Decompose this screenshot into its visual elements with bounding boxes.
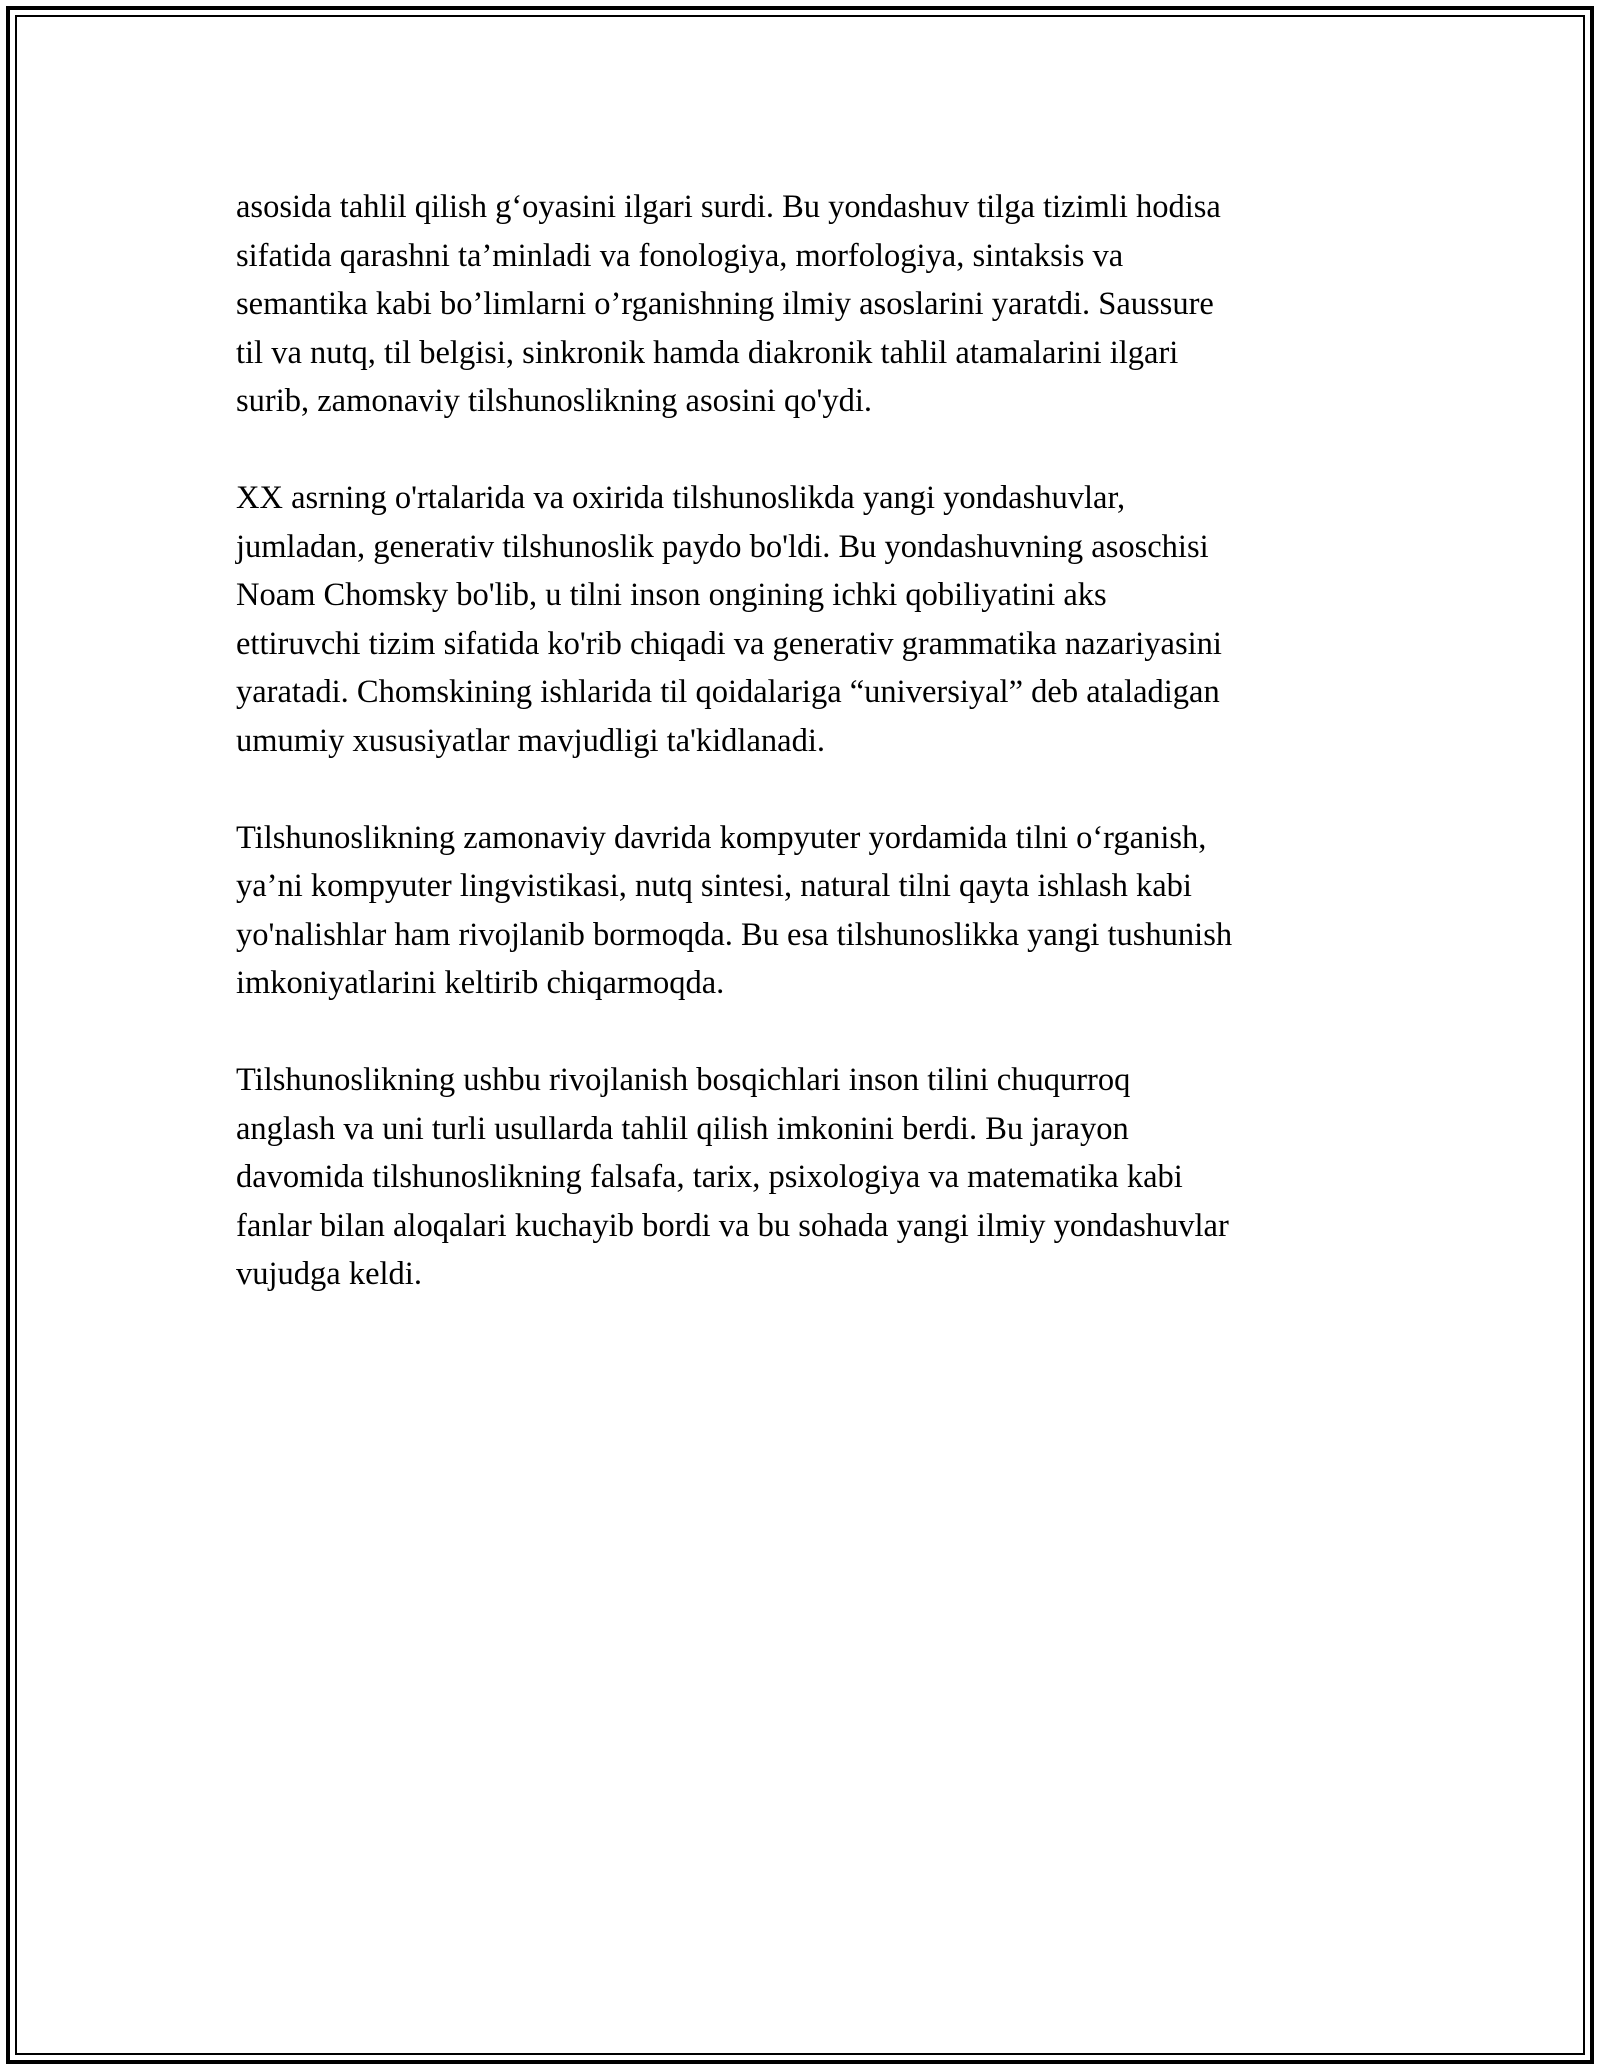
text-line: jumladan, generativ tilshunoslik paydo bo'ldi. Bu yondashuvning asoschisi [236, 528, 1209, 565]
text-line: Noam Chomsky bo'lib, u tilni inson ongining ichki qobiliyatini aks [236, 577, 1107, 613]
text-line: davomida tilshunoslikning falsafa, tarix, psixologiya va matematika kabi [236, 1159, 1183, 1195]
text-line: anglash va uni turli usullarda tahlil qilish imkonini berdi. Bu jarayon [236, 1110, 1129, 1147]
text-line: fanlar bilan aloqalari kuchayib bordi va bu sohada yangi ilmiy yondashuvlar [236, 1207, 1229, 1244]
text-line: yaratadi. Chomskining ishlarida til qoidalariga “universiyal” deb ataladigan [236, 674, 1220, 710]
text-line: imkoniyatlarini keltirib chiqarmoqda. [236, 965, 725, 1001]
text-line: ya’ni kompyuter lingvistikasi, nutq sintesi, natural tilni qayta ishlash kabi [236, 868, 1192, 904]
paragraph-computational-linguistics [236, 814, 1386, 1008]
text-line: yo'nalishlar ham rivojlanib bormoqda. Bu esa tilshunoslikka yangi tushunish [236, 916, 1233, 953]
paragraph-development-stages [236, 1056, 1386, 1299]
text-line: sifatida qarashni ta’minladi va fonologiya, morfologiya, sintaksis va [236, 237, 1124, 274]
paragraph-saussure [236, 183, 1386, 426]
text-line: surib, zamonaviy tilshunoslikning asosini qo'ydi. [236, 383, 872, 419]
text-line: til va nutq, til belgisi, sinkronik hamda diakronik tahlil atamalarini ilgari [236, 334, 1179, 371]
text-line: asosida tahlil qilish g‘oyasini ilgari surdi. Bu yondashuv tilga tizimli hodisa [236, 189, 1221, 225]
text-line: Tilshunoslikning ushbu rivojlanish bosqichlari inson tilini chuqurroq [236, 1062, 1131, 1098]
text-line: vujudga keldi. [236, 1256, 422, 1292]
text-line: Tilshunoslikning zamonaviy davrida kompyuter yordamida tilni o‘rganish, [236, 819, 1207, 856]
paragraph-generative-linguistics [236, 474, 1386, 765]
text-line: ettiruvchi tizim sifatida ko'rib chiqadi va generativ grammatika nazariyasini [236, 625, 1222, 662]
text-line: semantika kabi bo’limlarni o’rganishning ilmiy asoslarini yaratdi. Saussure [236, 286, 1214, 322]
text-line: umumiy xususiyatlar mavjudligi ta'kidlanadi. [236, 722, 825, 759]
document-body [236, 183, 1386, 1347]
text-line: XX asrning o'rtalarida va oxirida tilshunoslikda yangi yondashuvlar, [236, 480, 1126, 516]
